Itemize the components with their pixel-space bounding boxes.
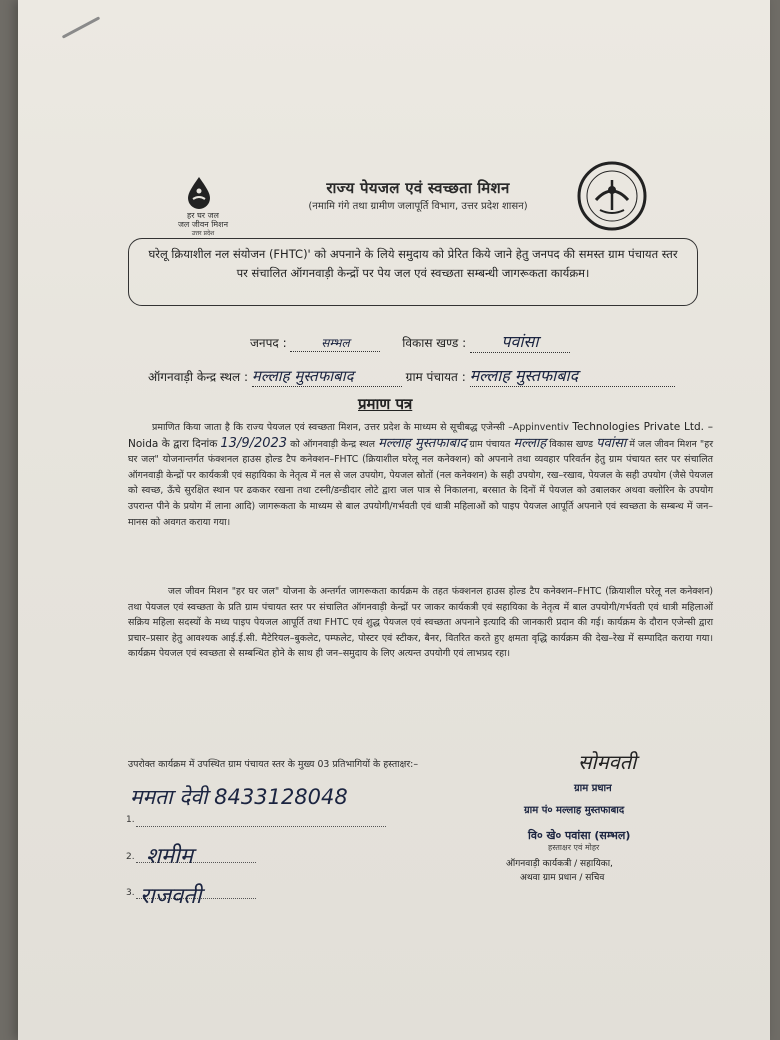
header-title: राज्य पेयजल एवं स्वच्छता मिशन: [326, 179, 510, 197]
district-row: [250, 330, 570, 353]
participant-signature-1: ममता देवी 8433128048: [130, 785, 348, 809]
sig-number-3: 3.: [126, 888, 135, 898]
p1-text-6: में जल जीवन मिशन "हर घर जल" योजनान्तर्गत फंक्शनल हाउस होल्ड टैप कनेक्शन–FHTC (क्रियाशील घरेलू नल कनेक्शन) को अपनाने तथा व्यवहार परिवर्तन हेतु ग्राम पंचायत स्तर पर संचालित ऑगनवाड़ी केन्द्रों पर कार्यकत्री एवं सहायिका के नेतृत्व में नल से जल उपयोग, पेयजल स्रोतों (नल कनेक्शन) के सही उपयोग, रख–रखाव, पेयजल के सही उपयोग (जैसे पेयजल को स्वच्छ, ऊँचे सुरक्षित स्थान पर ढककर रखना तथा टस्नी/डन्डीदार लोटे द्वारा जल पात्र से निकालना, बरसात के दिनों में पेयजल को उबालकर अथवा क्लोरिन के उपयोग उपरान्त पीने के प्रयोग में लाना आदि) जागरूकता के माध्यम से बाल उपयोगी/गर्भवती एवं धात्री महिलाओं को पाइप पेयजल आपूर्ति अपनाने एवं स्वच्छता के सम्बन्ध में जन–मानस को अवगत कराया गया।: [128, 438, 714, 528]
participant-signature-3: राजवती: [140, 884, 202, 909]
p1-text-3: को ऑगनवाड़ी केन्द्र स्थल: [290, 438, 376, 450]
certificate-paragraph-2: जल जीवन मिशन "हर घर जल" योजना के अन्तर्गत जागरूकता कार्यक्रम के तहत फंक्शनल हाउस होल्ड टैप कनेक्शन–FHTC (क्रियाशील घरेलू नल कनेक्शन) तथा पेयजल एवं स्वच्छता के प्रति ग्राम पंचायत स्तर पर संचालित ऑगनवाड़ी केन्द्रों पर जाकर कार्यकत्री एवं सहायिका के नेतृत्व में बाल उपयोगी/गर्भवती एवं धात्री महिलाओं सक्रिय महिला सदस्यों के मध्य पाइप पेयजल आपूर्ति तथा FHTC एवं शुद्ध पेयजल एवं स्वच्छता अपनाने इत्यादि की जानकारी प्रदान की गई। कार्यक्रम के दौरान एजेन्सी द्वारा प्रचार–प्रसार हेतु आवश्यक आई.ई.सी. मैटेरियल–बुकलेट, पम्फलेट, पोस्टर एवं स्टीकर, बैनर, वितरित करते हुए क्षमता वृद्धि कार्यक्रम की देख–रेख में सम्पादित कराया गया। कार्यक्रम पेयजल एवं स्वच्छता से सम्बन्धित होने के साथ ही जन–समुदाय के लिए अत्यन्त उपयोगी एवं लाभप्रद रहा।: [128, 586, 713, 660]
block-value: पवांसा: [470, 330, 570, 353]
center-label: ऑगनवाड़ी केन्द्र स्थल :: [148, 370, 249, 384]
panchayat-value: मल्लाह मुस्तफाबाद: [470, 364, 675, 387]
district-label: जनपद :: [250, 336, 287, 350]
logo-text-line1: हर घर जल: [187, 211, 219, 220]
p1-text-5: विकास खण्ड: [549, 438, 594, 450]
sign-and-seal-label: हस्ताक्षर एवं मोहर: [548, 843, 600, 852]
block-label: विकास खण्ड :: [402, 336, 467, 350]
sig-number-1: 1.: [126, 815, 135, 825]
p1-text-4: ग्राम पंचायत: [469, 438, 511, 450]
certificate-title: प्रमाण पत्र: [358, 395, 413, 413]
pradhan-signature: सोमवती: [578, 750, 637, 774]
sig-dotline-1: [136, 826, 386, 827]
signature-intro: उपरोक्त कार्यक्रम में उपस्थित ग्राम पंचायत स्तर के मुख्य 03 प्रतिभागियों के हस्ताक्षर:–: [128, 759, 419, 770]
p1-text-2: Technologies Private Ltd. – Noida के द्वारा दिनांक: [128, 421, 714, 450]
p1-panchayat-value: मल्लाह: [513, 435, 547, 451]
district-value: सम्भल: [290, 334, 380, 352]
logo-text-line2: जल जीवन मिशन: [177, 220, 229, 229]
designation-line-2: अथवा ग्राम प्रधान / सचिव: [520, 873, 605, 883]
participant-signature-2: शमीम: [146, 844, 193, 869]
p1-center-value: मल्लाह मुस्तफाबाद: [378, 435, 467, 451]
water-drop-icon: [182, 175, 216, 209]
program-date: 13/9/2023: [220, 435, 288, 451]
pencil-mark: [62, 16, 100, 38]
sig-number-2: 2.: [126, 852, 135, 862]
panchayat-label: ग्राम पंचायत :: [405, 370, 466, 384]
stamp-line-2: ग्राम पं० मल्लाह मुस्तफाबाद: [524, 805, 625, 816]
certificate-paragraph-1: [128, 420, 713, 530]
har-ghar-jal-logo: [168, 175, 238, 237]
p1-text-1: प्रमाणित किया जाता है कि राज्य पेयजल एवं स्वच्छता मिशन, उत्तर प्रदेश के माध्यम से सूचीबद्ध एजेन्सी –Appinventiv: [152, 422, 569, 433]
center-row: [148, 364, 675, 387]
up-government-seal-icon: [576, 160, 648, 232]
center-value: मल्लाह मुस्तफाबाद: [252, 366, 402, 387]
logo-text-line3: उत्तर प्रदेश: [191, 230, 215, 237]
header-subtitle: (नमामि गंगे तथा ग्रामीण जलापूर्ति विभाग, उत्तर प्रदेश शासन): [308, 201, 528, 212]
designation-line-1: ऑगनवाड़ी कार्यकत्री / सहायिका,: [506, 859, 613, 869]
p1-block-value: पवांसा: [596, 435, 627, 451]
program-banner: घरेलू क्रियाशील नल संयोजन (FHTC)' को अपनाने के लिये समुदाय को प्रेरित किये जाने हेतु जनपद की समस्त ग्राम पंचायत स्तर पर संचालित ऑगनवाड़ी केन्द्रों पर पेय जल एवं स्वच्छता सम्बन्धी जागरूकता कार्यक्रम।: [128, 238, 698, 306]
stamp-line-3: वि० खे० पवांसा (सम्भल): [528, 829, 631, 842]
stamp-line-1: ग्राम प्रधान: [574, 783, 612, 794]
document-page: [18, 0, 770, 1040]
